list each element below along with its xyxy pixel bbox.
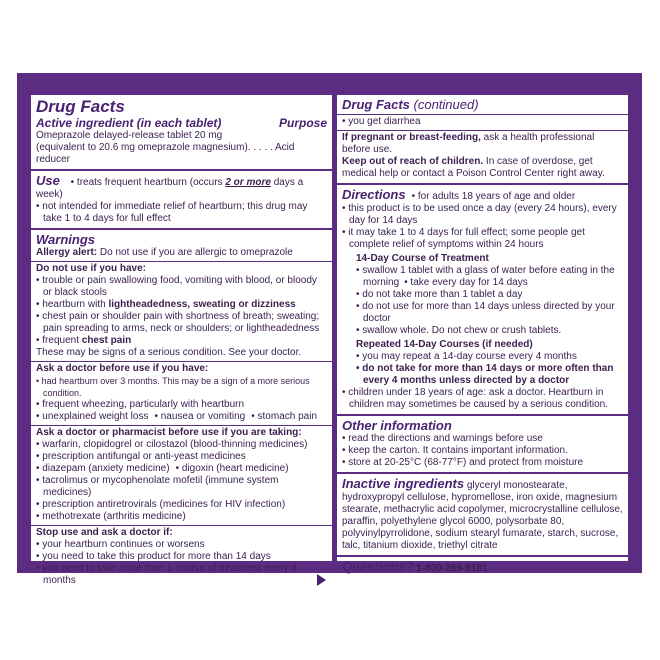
allergy-text: Do not use if you are allergic to omeprazole	[97, 247, 293, 258]
directions-section: Directions • for adults 18 years of age and older • this product is to be used once a day (every 24 hours), every day for 14 days • it may take 1 to 4 days for full effect; some people get complete relief of symptoms within 24 hours 14-Day Course of Treatment • swallow 1 tablet with a glass of water before eating in the morning • take every day for 14 days • do not take more than 1 tablet a day • do not use for more than 14 days unless directed by your doctor • swallow whole. Do not chew or crush tablets. Repeated 14-Day Courses (if needed) • you may repeat a 14-day course every 4 months • do not take for more than 14 days or more often than every 4 months unless directed by a doctor • children under 18 years of age: ask a doctor. Heartburn in children may sometimes be caused by a serious condition.	[337, 185, 628, 416]
do-not-use-item: • frequent chest pain	[36, 335, 327, 347]
questions-title: Questions?	[342, 559, 414, 574]
use-title: Use	[36, 173, 60, 188]
continued-label: (continued)	[409, 97, 479, 112]
ask-pharmacist-item: • prescription antiretrovirals (medicines for HIV infection)	[36, 499, 327, 511]
course-item: • do not use for more than 14 days unless directed by your doctor	[356, 301, 623, 325]
use-item-1a: treats frequent heartburn (occurs	[76, 177, 226, 188]
directions-item: • this product is to be used once a day (every 24 hours), every day for 14 days	[342, 203, 623, 227]
keep-out-text: In case of overdose, get medical help or contact a Poison Control Center right away.	[342, 156, 605, 179]
directions-head: for adults 18 years of age and older	[417, 191, 576, 202]
use-section: Use • treats frequent heartburn (occurs 2 or more days a week) • not intended for immediate relief of heartburn; this drug may take 1 to 4 days for full effect	[31, 171, 332, 230]
use-item-2: • not intended for immediate relief of heartburn; this drug may take 1 to 4 days for full effect	[36, 201, 327, 225]
warnings-section	[31, 230, 332, 590]
use-item-1c: days a week)	[36, 177, 304, 200]
ask-pharmacist-title: Ask a doctor or pharmacist before use if you are taking:	[36, 427, 302, 438]
stop-use-item: • you get diarrhea	[342, 116, 623, 128]
drug-facts-title: Drug Facts	[36, 97, 125, 116]
questions-section	[337, 557, 628, 578]
directions-children: • children under 18 years of age: ask a doctor. Heartburn in children may sometimes be caused by a serious condition.	[342, 387, 623, 411]
ask-pharmacist-item: • methotrexate (arthritis medicine)	[36, 511, 327, 523]
questions-phone: 1-800-289-9181	[413, 563, 488, 574]
drug-facts-continued-title: Drug Facts	[342, 97, 410, 112]
ask-pharmacist-item: • warfarin, clopidogrel or cilostazol (blood-thinning medicines)	[36, 439, 327, 451]
do-not-use-item: • trouble or pain swallowing food, vomiting with blood, or bloody or black stools	[36, 275, 327, 299]
allergy-alert	[36, 247, 327, 259]
repeat-course-title: Repeated 14-Day Courses (if needed)	[356, 339, 533, 350]
inactive-ingredients-section	[337, 474, 628, 557]
ask-doctor-item: • had heartburn over 3 months. This may be a sign of a more serious condition.	[36, 375, 327, 399]
stop-use-item: • your heartburn continues or worsens	[36, 539, 327, 551]
pregnancy-label: If pregnant or breast-feeding,	[342, 132, 481, 143]
other-information-item: • keep the carton. It contains important information.	[342, 445, 623, 457]
stop-use-item: • you need to take this product for more than 14 days	[36, 551, 327, 563]
continue-arrow-icon	[317, 574, 326, 586]
course-title: 14-Day Course of Treatment	[356, 253, 489, 264]
keep-out-label: Keep out of reach of children.	[342, 156, 484, 167]
ask-pharmacist-item: • tacrolimus or mycophenolate mofetil (immune system medicines)	[36, 475, 327, 499]
repeat-course-item: • you may repeat a 14-day course every 4 months	[356, 351, 623, 363]
directions-title: Directions	[342, 187, 406, 202]
use-item-1b: 2 or more	[225, 177, 271, 188]
ask-pharmacist-item-row: • diazepam (anxiety medicine) • digoxin (heart medicine)	[36, 463, 289, 474]
repeat-course-item: • do not take for more than 14 days or more often than every 4 months unless directed by a doctor	[356, 363, 623, 387]
ask-doctor-item-row: • unexplained weight loss • nausea or vomiting • stomach pain	[36, 411, 318, 422]
inactive-ingredients-text: glyceryl monostearate, hydroxypropyl cellulose, hypromellose, iron oxide, magnesium stearate, methacrylic acid copolymer, microcrystalline cellulose, paraffin, polyethylene glycol 6000, polysorbate 80, polyvinylpyrrolidone, sodium stearyl fumarate, starch, sucrose, talc, titanium dioxide, triethyl citrate	[342, 480, 623, 551]
stop-use-title: Stop use and ask a doctor if:	[36, 527, 173, 538]
course-item: • swallow whole. Do not chew or crush tablets.	[356, 325, 623, 337]
warnings-title: Warnings	[36, 232, 95, 247]
other-information-title: Other information	[342, 418, 452, 433]
purpose-header: Purpose	[278, 116, 327, 130]
ask-doctor-title: Ask a doctor before use if you have:	[36, 363, 209, 374]
pregnancy-text: ask a health professional before use.	[342, 132, 595, 155]
stop-use-item: • you need to take more than 1 course of treatment every 4 months	[36, 563, 327, 587]
ask-doctor-item: • frequent wheezing, particularly with heartburn	[36, 399, 327, 411]
do-not-use-item: • heartburn with lightheadedness, sweating or dizziness	[36, 299, 327, 311]
active-ingredient-purpose-line: (equivalent to 20.6 mg omeprazole magnesium). . . . . Acid reducer	[36, 142, 295, 165]
directions-item: • it may take 1 to 4 days for full effect; some people get complete relief of symptoms within 24 hours	[342, 227, 623, 251]
drug-facts-panel	[17, 73, 642, 586]
course-item: • do not take more than 1 tablet a day	[356, 289, 623, 301]
do-not-use-title: Do not use if you have:	[36, 263, 147, 274]
continued-section	[337, 95, 628, 185]
other-information-item: • store at 20-25°C (68-77°F) and protect from moisture	[342, 457, 623, 469]
other-information-section	[337, 416, 628, 474]
drug-facts-right-column	[335, 93, 630, 574]
ask-pharmacist-item: • prescription antifungal or anti-yeast medicines	[36, 451, 327, 463]
active-ingredient-header: Active ingredient (in each tablet)	[36, 116, 222, 130]
other-information-item: • read the directions and warnings before use	[342, 433, 623, 445]
allergy-label: Allergy alert:	[36, 247, 98, 258]
active-ingredient-line: Omeprazole delayed-release tablet 20 mg	[36, 130, 223, 141]
do-not-use-item: • chest pain or shoulder pain with shortness of breath; sweating; pain spreading to arms, neck or shoulders; or lightheadedness	[36, 311, 327, 335]
inactive-ingredients-title: Inactive ingredients	[342, 476, 465, 491]
active-ingredient-section	[31, 95, 332, 171]
do-not-use-note: These may be signs of a serious condition. See your doctor.	[36, 347, 302, 358]
drug-facts-left-column	[29, 93, 334, 586]
